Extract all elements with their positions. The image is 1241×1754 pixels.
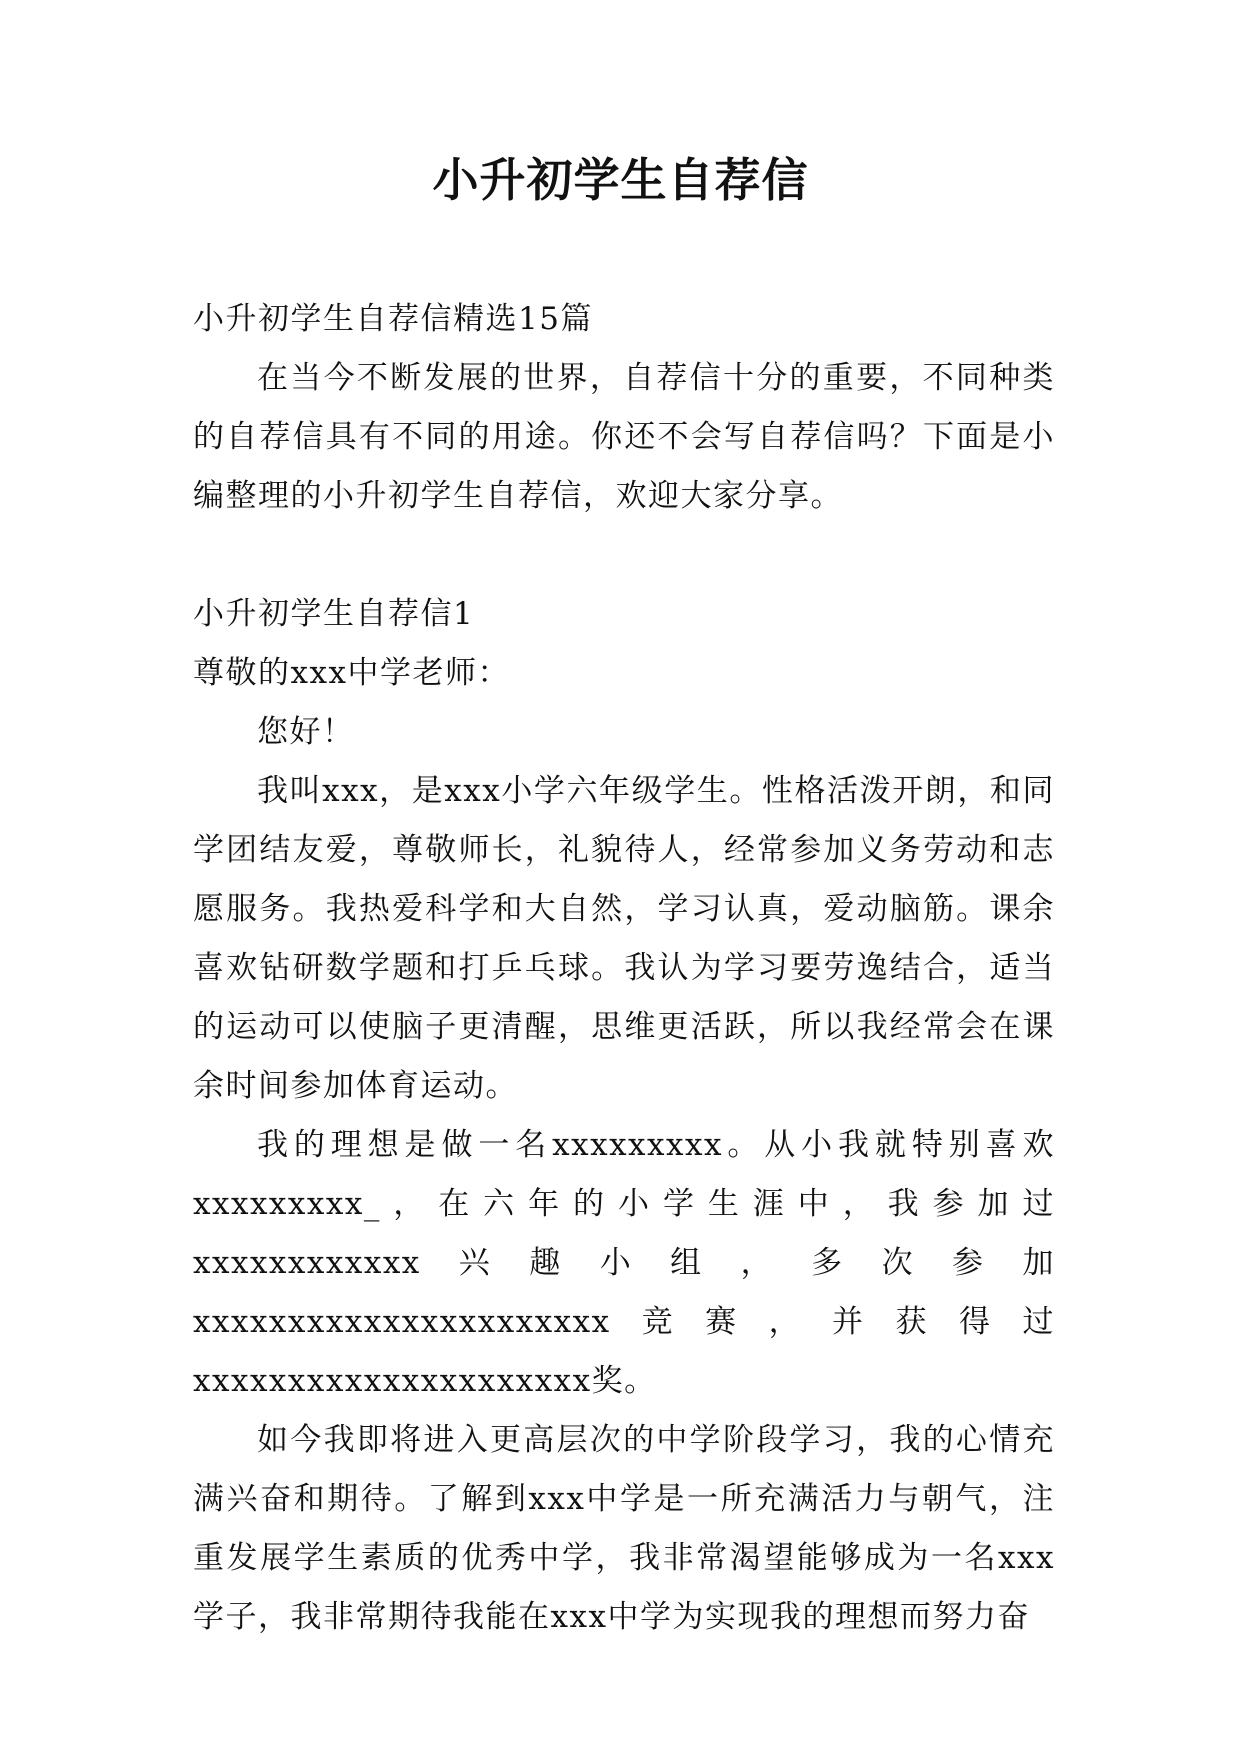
subtitle: 小升初学生自荐信精选15篇: [193, 301, 593, 337]
section-heading: 小升初学生自荐信1: [193, 596, 475, 632]
body-paragraph-3: 如今我即将进入更高层次的中学阶段学习，我的心情充满兴奋和期待。了解到xxx中学是一所充满活力与朝气，注重发展学生素质的优秀中学，我非常渴望能够成为一名xxx学子，我非常期待我能在xxx中学为实现我的理想而努力奋: [193, 1422, 1055, 1635]
document-body: [193, 290, 1055, 1647]
salutation: 尊敬的xxx中学老师：: [193, 655, 510, 691]
body-paragraph-1: 我叫xxx，是xxx小学六年级学生。性格活泼开朗，和同学团结友爱，尊敬师长，礼貌待人，经常参加义务劳动和志愿服务。我热爱科学和大自然，学习认真，爱动脑筋。课余喜欢钻研数学题和打乒乓球。我认为学习要劳逸结合，适当的运动可以使脑子更清醒，思维更活跃，所以我经常会在课余时间参加体育运动。: [193, 773, 1055, 1104]
paragraph-spacer: [193, 526, 1055, 585]
intro-paragraph: 在当今不断发展的世界，自荐信十分的重要，不同种类的自荐信具有不同的用途。你还不会写自荐信吗？下面是小编整理的小升初学生自荐信，欢迎大家分享。: [193, 360, 1055, 514]
body-paragraph-2: 我的理想是做一名xxxxxxxxx。从小我就特别喜欢xxxxxxxxx_，在六年的小学生涯中，我参加过xxxxxxxxxxxx兴趣小组，多次参加xxxxxxxxxxxxxxxxxxxxxx竞赛，并获得过xxxxxxxxxxxxxxxxxxxxx奖。: [193, 1127, 1055, 1399]
document-title: 小升初学生自荐信: [432, 153, 809, 207]
greeting: 您好！: [257, 714, 355, 750]
